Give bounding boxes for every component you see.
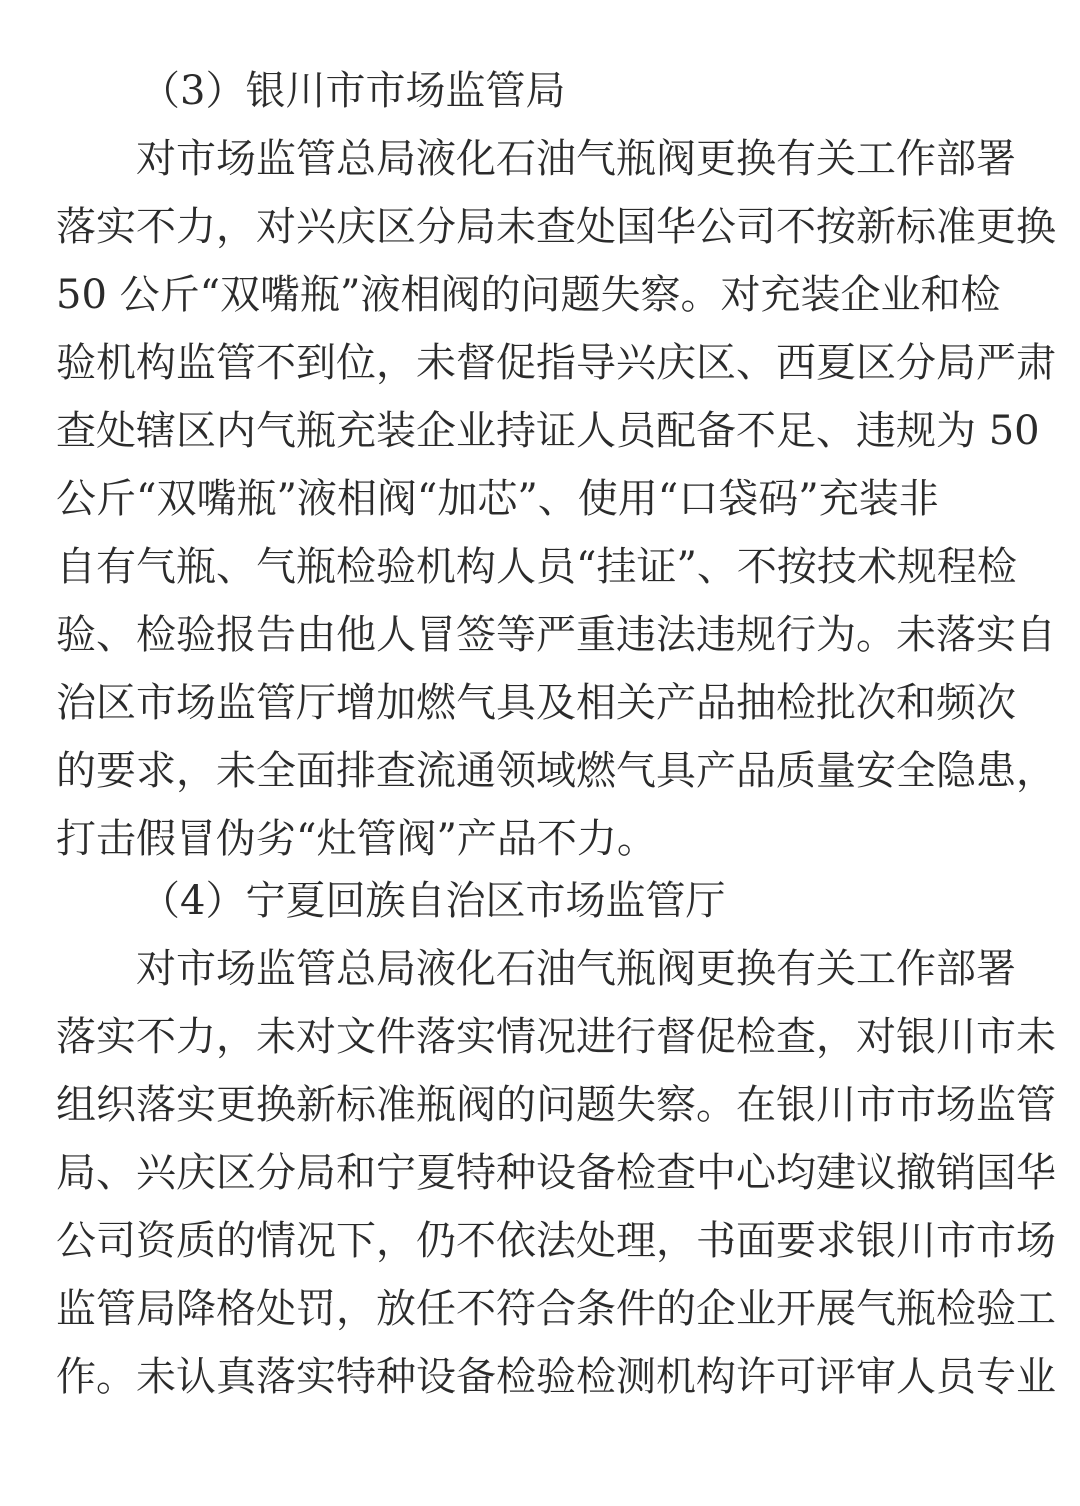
section-3-line-7: 自有气瓶、气瓶检验机构人员“挂证”、不按技术规程检 bbox=[56, 544, 1017, 590]
section-4-line-5: 公司资质的情况下，仍不依法处理，书面要求银川市市场 bbox=[56, 1218, 1056, 1264]
section-4-line-7: 作。未认真落实特种设备检验检测机构许可评审人员专业 bbox=[56, 1354, 1056, 1400]
section-3-line-2: 落实不力，对兴庆区分局未查处国华公司不按新标准更换 bbox=[56, 204, 1056, 250]
section-3-line-4: 验机构监管不到位，未督促指导兴庆区、西夏区分局严肃 bbox=[56, 340, 1056, 386]
section-3-line-1: 对市场监管总局液化石油气瓶阀更换有关工作部署 bbox=[136, 136, 1016, 182]
section-3-line-11: 打击假冒伪劣“灶管阀”产品不力。 bbox=[56, 816, 657, 862]
section-4-line-2: 落实不力，未对文件落实情况进行督促检查，对银川市未 bbox=[56, 1014, 1056, 1060]
section-4-line-1: 对市场监管总局液化石油气瓶阀更换有关工作部署 bbox=[136, 946, 1016, 992]
section-3-line-6: 公斤“双嘴瓶”液相阀“加芯”、使用“口袋码”充装非 bbox=[56, 476, 939, 522]
section-3-line-5: 查处辖区内气瓶充装企业持证人员配备不足、违规为 50 bbox=[56, 408, 1040, 454]
section-4-line-6: 监管局降格处罚，放任不符合条件的企业开展气瓶检验工 bbox=[56, 1286, 1056, 1332]
section-3-line-10: 的要求，未全面排查流通领域燃气具产品质量安全隐患， bbox=[56, 748, 1056, 794]
section-3-line-3: 50 公斤“双嘴瓶”液相阀的问题失察。对充装企业和检 bbox=[56, 272, 1001, 318]
section-3-heading: （3）银川市市场监管局 bbox=[140, 68, 566, 114]
section-4-line-3: 组织落实更换新标准瓶阀的问题失察。在银川市市场监管 bbox=[56, 1082, 1056, 1128]
section-4-heading: （4）宁夏回族自治区市场监管厅 bbox=[140, 878, 726, 924]
section-3-line-8: 验、检验报告由他人冒签等严重违法违规行为。未落实自 bbox=[56, 612, 1056, 658]
section-3-line-9: 治区市场监管厅增加燃气具及相关产品抽检批次和频次 bbox=[56, 680, 1016, 726]
section-4-line-4: 局、兴庆区分局和宁夏特种设备检查中心均建议撤销国华 bbox=[56, 1150, 1056, 1196]
